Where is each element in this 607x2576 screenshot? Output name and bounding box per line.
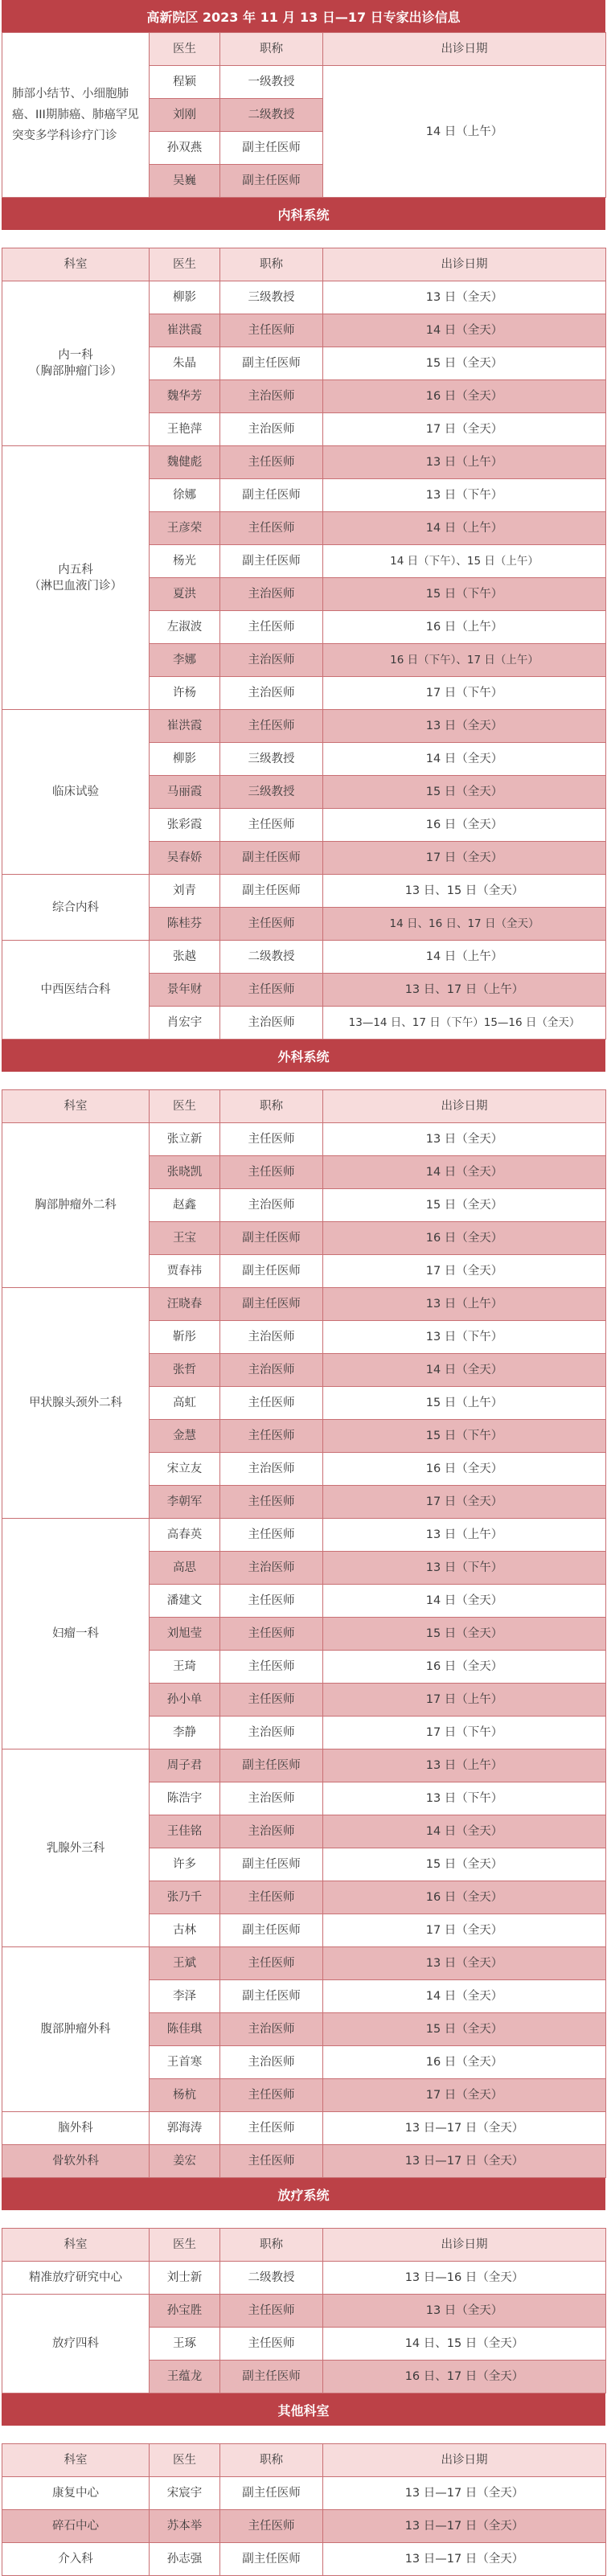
doctor-title: 主治医师	[220, 1815, 323, 1848]
clinic-date: 13 日—17 日（全天）	[323, 2477, 606, 2510]
doctor-title: 主任医师	[220, 1387, 323, 1420]
doctor-name: 崔洪霞	[150, 710, 220, 743]
doctor-title: 主治医师	[220, 1453, 323, 1486]
clinic-date: 14 日（上午）	[323, 512, 606, 545]
clinic-date: 14 日（下午）、15 日（上午）	[323, 545, 606, 578]
clinic-date: 16 日（全天）	[323, 1881, 606, 1914]
doctor-name: 赵鑫	[150, 1189, 220, 1222]
header-title: 职称	[220, 33, 323, 66]
doctor-title: 主治医师	[220, 1189, 323, 1222]
doctor-name: 王艳萍	[150, 413, 220, 446]
header-dept: 科室	[2, 2444, 150, 2477]
clinic-date: 13 日（下午）	[323, 1321, 606, 1354]
department-name: 精准放疗研究中心	[2, 2262, 150, 2295]
doctor-name: 陈浩宇	[150, 1782, 220, 1815]
clinic-date: 13 日（下午）	[323, 479, 606, 512]
doctor-title: 主任医师	[220, 1123, 323, 1156]
clinic-date: 16 日（全天）	[323, 2046, 606, 2079]
doctor-title: 副主任医师	[220, 545, 323, 578]
doctor-title: 主治医师	[220, 1717, 323, 1749]
doctor-name: 苏本举	[150, 2510, 220, 2543]
department-name: 妇瘤一科	[2, 1519, 150, 1749]
doctor-name: 吴巍	[150, 165, 220, 198]
department-name: 碎石中心	[2, 2510, 150, 2543]
doctor-title: 主任医师	[220, 1486, 323, 1519]
table-row	[2, 2510, 606, 2543]
clinic-date: 13 日（上午）	[323, 446, 606, 479]
department-name: 甲状腺头颈外二科	[2, 1288, 150, 1519]
clinic-date: 17 日（全天）	[323, 413, 606, 446]
clinic-date: 13 日（全天）	[323, 1947, 606, 1980]
clinic-date: 14 日、16 日、17 日（全天）	[323, 908, 606, 941]
clinic-date: 13 日（上午）	[323, 1288, 606, 1321]
doctor-title: 副主任医师	[220, 347, 323, 380]
doctor-title: 二级教授	[220, 99, 323, 132]
doctor-name: 杨光	[150, 545, 220, 578]
section-table	[2, 2443, 606, 2576]
doctor-name: 柳影	[150, 281, 220, 314]
doctor-title: 二级教授	[220, 2262, 323, 2295]
table-row	[2, 1519, 606, 1552]
department-name: 腹部肿瘤外科	[2, 1947, 150, 2112]
section-spacer	[2, 1072, 605, 1089]
clinic-date: 14 日（全天）	[323, 1354, 606, 1387]
section-banner: 内科系统	[2, 198, 605, 230]
doctor-name: 刘士新	[150, 2262, 220, 2295]
doctor-title: 主治医师	[220, 1007, 323, 1040]
clinic-date: 13—14 日、17 日（下午）15—16 日（全天）	[323, 1007, 606, 1040]
clinic-date: 17 日（全天）	[323, 1486, 606, 1519]
table-row	[2, 2262, 606, 2295]
page-title: 高新院区 2023 年 11 月 13 日—17 日专家出诊信息	[2, 0, 605, 32]
clinic-date: 16 日（全天）	[323, 380, 606, 413]
table-row	[2, 446, 606, 479]
doctor-title: 主任医师	[220, 908, 323, 941]
clinic-date: 17 日（下午）	[323, 1717, 606, 1749]
doctor-title: 主任医师	[220, 2295, 323, 2328]
table-row	[2, 2145, 606, 2178]
doctor-title: 主任医师	[220, 1651, 323, 1684]
doctor-name: 王琦	[150, 1651, 220, 1684]
clinic-date: 16 日（全天）	[323, 809, 606, 842]
doctor-name: 宋立友	[150, 1453, 220, 1486]
doctor-name: 孙双燕	[150, 132, 220, 165]
doctor-title: 副主任医师	[220, 1222, 323, 1255]
doctor-name: 夏洪	[150, 578, 220, 611]
header-title: 职称	[220, 1090, 323, 1123]
doctor-name: 王宝	[150, 1222, 220, 1255]
clinic-date: 15 日（下午）	[323, 578, 606, 611]
doctor-name: 潘建文	[150, 1585, 220, 1618]
doctor-title: 主任医师	[220, 1618, 323, 1651]
header-title: 职称	[220, 248, 323, 281]
schedule-sections	[2, 198, 605, 2576]
doctor-name: 陈桂芬	[150, 908, 220, 941]
doctor-name: 陈佳琪	[150, 2013, 220, 2046]
doctor-name: 王首寒	[150, 2046, 220, 2079]
doctor-title: 主治医师	[220, 644, 323, 677]
table-row	[2, 1288, 606, 1321]
clinic-date: 14 日（全天）	[323, 1815, 606, 1848]
doctor-name: 张晓凯	[150, 1156, 220, 1189]
clinic-date: 13 日—17 日（全天）	[323, 2112, 606, 2145]
doctor-name: 古林	[150, 1914, 220, 1947]
clinic-date: 13 日（上午）	[323, 1749, 606, 1782]
doctor-name: 朱晶	[150, 347, 220, 380]
doctor-name: 孙志强	[150, 2543, 220, 2576]
doctor-name: 李泽	[150, 1980, 220, 2013]
doctor-title: 副主任医师	[220, 2361, 323, 2393]
doctor-title: 主任医师	[220, 512, 323, 545]
header-doctor: 医生	[150, 248, 220, 281]
clinic-date: 17 日（下午）	[323, 677, 606, 710]
doctor-name: 程颖	[150, 66, 220, 99]
doctor-title: 主治医师	[220, 578, 323, 611]
header-dept: 科室	[2, 2229, 150, 2262]
doctor-title: 主治医师	[220, 2013, 323, 2046]
doctor-title: 一级教授	[220, 66, 323, 99]
mdt-clinic-date: 14 日（上午）	[323, 66, 606, 198]
header-doctor: 医生	[150, 2229, 220, 2262]
department-name: 脑外科	[2, 2112, 150, 2145]
doctor-title: 主任医师	[220, 974, 323, 1007]
clinic-date: 15 日（下午）	[323, 1420, 606, 1453]
doctor-name: 肖宏宇	[150, 1007, 220, 1040]
section-banner: 放疗系统	[2, 2178, 605, 2210]
department-name: 中西医结合科	[2, 941, 150, 1040]
table-row	[2, 941, 606, 974]
table-row	[2, 1947, 606, 1980]
clinic-date: 15 日（全天）	[323, 1848, 606, 1881]
header-dept: 科室	[2, 248, 150, 281]
clinic-date: 16 日（全天）	[323, 1222, 606, 1255]
department-name: 骨软外科	[2, 2145, 150, 2178]
doctor-name: 王彦荣	[150, 512, 220, 545]
doctor-name: 吴春娇	[150, 842, 220, 875]
doctor-name: 宋宸宇	[150, 2477, 220, 2510]
section-spacer	[2, 230, 605, 248]
clinic-date: 14 日（全天）	[323, 1156, 606, 1189]
header-doctor: 医生	[150, 1090, 220, 1123]
top-mdt-table	[2, 32, 606, 198]
section-table	[2, 1089, 606, 2178]
doctor-name: 汪晓春	[150, 1288, 220, 1321]
doctor-title: 主任医师	[220, 2510, 323, 2543]
doctor-name: 杨杭	[150, 2079, 220, 2112]
clinic-date: 15 日（上午）	[323, 1387, 606, 1420]
clinic-date: 14 日（全天）	[323, 1980, 606, 2013]
header-title: 职称	[220, 2444, 323, 2477]
doctor-title: 主任医师	[220, 1881, 323, 1914]
doctor-title: 主任医师	[220, 314, 323, 347]
clinic-date: 13 日—17 日（全天）	[323, 2145, 606, 2178]
header-dept: 科室	[2, 1090, 150, 1123]
clinic-date: 13 日—17 日（全天）	[323, 2543, 606, 2576]
doctor-title: 副主任医师	[220, 1980, 323, 2013]
clinic-date: 13 日、17 日（上午）	[323, 974, 606, 1007]
doctor-name: 许多	[150, 1848, 220, 1881]
clinic-date: 17 日（全天）	[323, 842, 606, 875]
doctor-name: 王斌	[150, 1947, 220, 1980]
clinic-date: 16 日（全天）	[323, 1453, 606, 1486]
department-name: 临床试验	[2, 710, 150, 875]
doctor-title: 主任医师	[220, 2112, 323, 2145]
doctor-name: 金慧	[150, 1420, 220, 1453]
doctor-name: 高思	[150, 1552, 220, 1585]
doctor-name: 张乃千	[150, 1881, 220, 1914]
clinic-date: 13 日（全天）	[323, 710, 606, 743]
doctor-title: 主任医师	[220, 1947, 323, 1980]
doctor-name: 左淑波	[150, 611, 220, 644]
section-table	[2, 2228, 606, 2393]
clinic-date: 17 日（全天）	[323, 2079, 606, 2112]
doctor-title: 主任医师	[220, 2328, 323, 2361]
clinic-date: 15 日（全天）	[323, 1189, 606, 1222]
doctor-name: 景年财	[150, 974, 220, 1007]
doctor-title: 三级教授	[220, 281, 323, 314]
section-banner: 外科系统	[2, 1040, 605, 1072]
clinic-date: 17 日（全天）	[323, 1914, 606, 1947]
doctor-title: 二级教授	[220, 941, 323, 974]
header-title: 职称	[220, 2229, 323, 2262]
clinic-date: 16 日（下午）、17 日（上午）	[323, 644, 606, 677]
clinic-date: 13 日（下午）	[323, 1782, 606, 1815]
doctor-name: 魏华芳	[150, 380, 220, 413]
doctor-title: 主任医师	[220, 809, 323, 842]
section-banner: 其他科室	[2, 2393, 605, 2426]
clinic-date: 15 日（全天）	[323, 1618, 606, 1651]
section-table	[2, 248, 606, 1040]
doctor-title: 副主任医师	[220, 1914, 323, 1947]
doctor-title: 副主任医师	[220, 165, 323, 198]
doctor-name: 孙宝胜	[150, 2295, 220, 2328]
mdt-clinic-label: 肺部小结节、小细胞肺癌、III期肺癌、肺癌罕见突变多学科诊疗门诊	[2, 33, 150, 198]
clinic-date: 16 日、17 日（全天）	[323, 2361, 606, 2393]
table-row	[2, 281, 606, 314]
doctor-name: 王佳铭	[150, 1815, 220, 1848]
department-name: 介入科	[2, 2543, 150, 2576]
department-name: 康复中心	[2, 2477, 150, 2510]
department-name: 放疗四科	[2, 2295, 150, 2393]
doctor-title: 主治医师	[220, 677, 323, 710]
doctor-title: 副主任医师	[220, 1848, 323, 1881]
doctor-name: 王琢	[150, 2328, 220, 2361]
section-spacer	[2, 2210, 605, 2228]
department-name: 内一科 （胸部肿瘤门诊）	[2, 281, 150, 446]
header-date: 出诊日期	[323, 2444, 606, 2477]
clinic-date: 14 日（全天）	[323, 1585, 606, 1618]
doctor-title: 主任医师	[220, 1420, 323, 1453]
doctor-name: 姜宏	[150, 2145, 220, 2178]
clinic-date: 17 日（上午）	[323, 1684, 606, 1717]
doctor-title: 主治医师	[220, 1782, 323, 1815]
doctor-title: 副主任医师	[220, 479, 323, 512]
doctor-title: 副主任医师	[220, 2543, 323, 2576]
header-date: 出诊日期	[323, 33, 606, 66]
doctor-title: 主任医师	[220, 446, 323, 479]
department-name: 综合内科	[2, 875, 150, 941]
doctor-name: 孙小单	[150, 1684, 220, 1717]
doctor-title: 主治医师	[220, 380, 323, 413]
doctor-name: 王蕴龙	[150, 2361, 220, 2393]
clinic-date: 15 日（全天）	[323, 347, 606, 380]
doctor-name: 刘旭莹	[150, 1618, 220, 1651]
department-name: 乳腺外三科	[2, 1749, 150, 1947]
doctor-title: 三级教授	[220, 776, 323, 809]
doctor-name: 马丽霞	[150, 776, 220, 809]
header-doctor: 医生	[150, 33, 220, 66]
doctor-title: 主任医师	[220, 611, 323, 644]
doctor-name: 张立新	[150, 1123, 220, 1156]
clinic-date: 13 日（下午）	[323, 1552, 606, 1585]
doctor-title: 主治医师	[220, 1321, 323, 1354]
clinic-date: 13 日、15 日（全天）	[323, 875, 606, 908]
table-row	[2, 710, 606, 743]
table-row	[2, 1749, 606, 1782]
doctor-name: 郭海涛	[150, 2112, 220, 2145]
doctor-name: 刘刚	[150, 99, 220, 132]
header-doctor: 医生	[150, 2444, 220, 2477]
table-row	[2, 2112, 606, 2145]
clinic-date: 14 日（全天）	[323, 314, 606, 347]
header-date: 出诊日期	[323, 2229, 606, 2262]
doctor-title: 副主任医师	[220, 1288, 323, 1321]
doctor-name: 贾春祎	[150, 1255, 220, 1288]
doctor-name: 李娜	[150, 644, 220, 677]
clinic-date: 14 日（上午）	[323, 941, 606, 974]
doctor-title: 三级教授	[220, 743, 323, 776]
doctor-title: 副主任医师	[220, 1749, 323, 1782]
clinic-date: 15 日（全天）	[323, 2013, 606, 2046]
clinic-date: 17 日（全天）	[323, 1255, 606, 1288]
doctor-title: 副主任医师	[220, 132, 323, 165]
doctor-name: 高春英	[150, 1519, 220, 1552]
doctor-title: 主治医师	[220, 413, 323, 446]
doctor-name: 许杨	[150, 677, 220, 710]
doctor-name: 高虹	[150, 1387, 220, 1420]
doctor-title: 主任医师	[220, 2079, 323, 2112]
clinic-date: 15 日（全天）	[323, 776, 606, 809]
clinic-date: 13 日（全天）	[323, 281, 606, 314]
table-row	[2, 2477, 606, 2510]
doctor-name: 崔洪霞	[150, 314, 220, 347]
doctor-title: 主治医师	[220, 1354, 323, 1387]
table-row	[2, 2543, 606, 2576]
clinic-date: 14 日（全天）	[323, 743, 606, 776]
header-date: 出诊日期	[323, 248, 606, 281]
department-name: 胸部肿瘤外二科	[2, 1123, 150, 1288]
clinic-date: 13 日（上午）	[323, 1519, 606, 1552]
doctor-name: 张哲	[150, 1354, 220, 1387]
clinic-date: 16 日（全天）	[323, 1651, 606, 1684]
clinic-date: 13 日（全天）	[323, 1123, 606, 1156]
clinic-date: 16 日（上午）	[323, 611, 606, 644]
doctor-title: 主任医师	[220, 1585, 323, 1618]
doctor-title: 主治医师	[220, 2046, 323, 2079]
doctor-name: 张彩霞	[150, 809, 220, 842]
clinic-date: 13 日（全天）	[323, 2295, 606, 2328]
doctor-title: 主任医师	[220, 1519, 323, 1552]
doctor-name: 李静	[150, 1717, 220, 1749]
doctor-title: 副主任医师	[220, 842, 323, 875]
doctor-name: 刘青	[150, 875, 220, 908]
section-spacer	[2, 2426, 605, 2443]
doctor-name: 柳影	[150, 743, 220, 776]
table-row	[2, 875, 606, 908]
doctor-title: 主任医师	[220, 1156, 323, 1189]
doctor-title: 主任医师	[220, 710, 323, 743]
department-name: 内五科 （淋巴血液门诊）	[2, 446, 150, 710]
clinic-date: 14 日、15 日（全天）	[323, 2328, 606, 2361]
doctor-name: 魏健彪	[150, 446, 220, 479]
doctor-name: 周子君	[150, 1749, 220, 1782]
doctor-title: 副主任医师	[220, 2477, 323, 2510]
table-row	[2, 2295, 606, 2328]
doctor-name: 李朝军	[150, 1486, 220, 1519]
doctor-title: 副主任医师	[220, 875, 323, 908]
clinic-date: 13 日—16 日（全天）	[323, 2262, 606, 2295]
doctor-title: 主任医师	[220, 1684, 323, 1717]
doctor-name: 徐娜	[150, 479, 220, 512]
table-row	[2, 1123, 606, 1156]
doctor-name: 张越	[150, 941, 220, 974]
doctor-title: 主治医师	[220, 1552, 323, 1585]
header-date: 出诊日期	[323, 1090, 606, 1123]
clinic-date: 13 日—17 日（全天）	[323, 2510, 606, 2543]
doctor-title: 主任医师	[220, 2145, 323, 2178]
doctor-name: 靳彤	[150, 1321, 220, 1354]
doctor-title: 副主任医师	[220, 1255, 323, 1288]
